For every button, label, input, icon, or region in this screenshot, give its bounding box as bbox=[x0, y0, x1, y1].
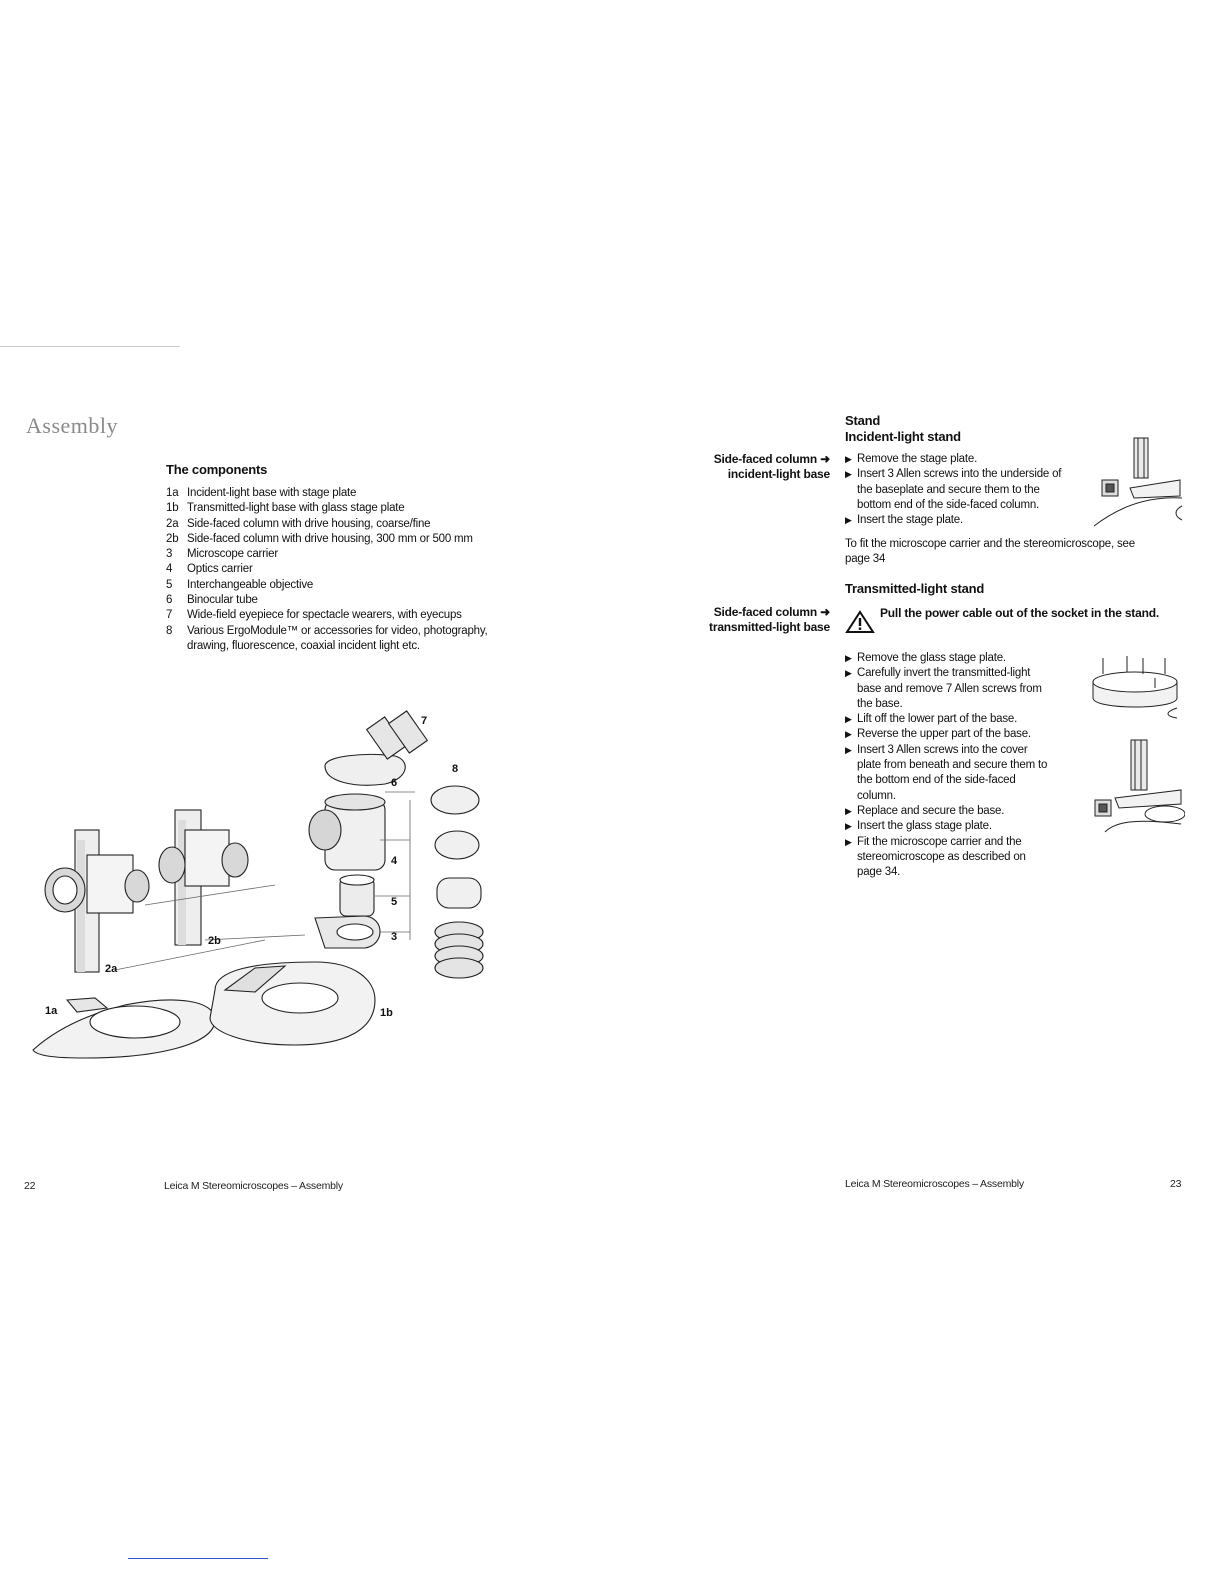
label-6: 6 bbox=[391, 777, 398, 789]
fine-knob-2a bbox=[125, 870, 149, 902]
component-number: 7 bbox=[166, 609, 173, 622]
step-item: ▶ Carefully invert the transmitted-light base and remove 7 Allen screws from the base. bbox=[845, 666, 1050, 712]
right-page-number: 23 bbox=[1170, 1178, 1182, 1190]
component-text: Wide-field eyepiece for spectacle wearers, with eyecups bbox=[187, 609, 462, 622]
step-item: ▶ Insert the stage plate. bbox=[845, 513, 1070, 528]
step-item: ▶ Remove the stage plate. bbox=[845, 452, 1070, 467]
label-8: 8 bbox=[452, 763, 459, 775]
bottom-rule bbox=[128, 1558, 268, 1559]
transmitted-light-heading: Transmitted-light stand bbox=[845, 581, 985, 596]
stand-heading: Stand bbox=[845, 413, 881, 428]
label-4: 4 bbox=[391, 855, 398, 867]
component-item bbox=[166, 608, 526, 623]
top-rule bbox=[0, 346, 180, 347]
left-footer-title: Leica M Stereomicroscopes – Assembly bbox=[164, 1180, 343, 1192]
step-item: ▶ Reverse the upper part of the base. bbox=[845, 727, 1050, 742]
accessory-4 bbox=[435, 922, 483, 978]
component-item bbox=[166, 517, 526, 532]
component-number: 3 bbox=[166, 548, 173, 561]
incident-note: To fit the microscope carrier and the stereomicroscope, see page 34 bbox=[845, 538, 1135, 566]
transmitted-diagram-bottom bbox=[1085, 738, 1185, 838]
label-5: 5 bbox=[391, 896, 398, 908]
label-7: 7 bbox=[421, 715, 428, 727]
component-item bbox=[166, 501, 526, 516]
component-number: 2b bbox=[166, 532, 179, 545]
warning-text: Pull the power cable out of the socket in the stand. bbox=[880, 606, 1159, 620]
assembly-figure bbox=[25, 700, 515, 1070]
transmitted-side-label bbox=[640, 605, 830, 636]
label-2a: 2a bbox=[105, 963, 118, 975]
focus-knob bbox=[309, 810, 341, 850]
component-number: 1a bbox=[166, 487, 179, 499]
component-text: Binocular tube bbox=[187, 594, 258, 607]
step-item: ▶ Remove the glass stage plate. bbox=[845, 651, 1050, 666]
component-item bbox=[166, 532, 526, 547]
component-item bbox=[166, 547, 526, 562]
incident-side-label bbox=[640, 452, 830, 483]
component-text: Transmitted-light base with glass stage plate bbox=[187, 502, 405, 515]
section-title: Assembly bbox=[26, 413, 118, 438]
component-item bbox=[166, 486, 526, 501]
glass-stage-plate bbox=[262, 983, 338, 1013]
component-text: Incident-light base with stage plate bbox=[187, 487, 357, 499]
component-number: 8 bbox=[166, 624, 173, 637]
label-1a: 1a bbox=[45, 1005, 58, 1017]
incident-side-label-line-1: Side-faced column ➜ bbox=[713, 452, 830, 466]
component-item bbox=[166, 562, 526, 577]
transmitted-steps bbox=[845, 651, 1050, 880]
components-heading: The components bbox=[166, 462, 268, 477]
component-number: 6 bbox=[166, 594, 173, 607]
transmitted-diagram-top bbox=[1085, 652, 1185, 722]
knob-2b-right bbox=[222, 843, 248, 877]
component-text: Various ErgoModule™ or accessories for video, photography, drawing, fluorescence, coaxial incident light etc. bbox=[187, 624, 488, 652]
right-footer-title: Leica M Stereomicroscopes – Assembly bbox=[845, 1178, 1024, 1190]
component-text: Microscope carrier bbox=[187, 548, 278, 561]
step-item: ▶ Replace and secure the base. bbox=[845, 804, 1050, 819]
accessory-2 bbox=[435, 831, 479, 859]
step-item: ▶ Insert 3 Allen screws into the cover plate from beneath and secure them to the bottom end of the side-faced column. bbox=[845, 743, 1050, 804]
incident-side-label-line-2: incident-light base bbox=[727, 467, 830, 482]
warning-icon bbox=[845, 610, 875, 634]
label-2b: 2b bbox=[208, 935, 221, 947]
component-number: 5 bbox=[166, 578, 173, 591]
step-item: ▶ Insert 3 Allen screws into the underside of the baseplate and secure them to the bottom end of the side-faced column. bbox=[845, 467, 1070, 513]
knob-2b-left bbox=[159, 847, 185, 883]
component-text: Side-faced column with drive housing, coarse/fine bbox=[187, 517, 431, 530]
stage-plate bbox=[90, 1006, 180, 1038]
incident-light-heading: Incident-light stand bbox=[845, 429, 961, 444]
step-item: ▶ Insert the glass stage plate. bbox=[845, 819, 1050, 834]
label-3: 3 bbox=[391, 931, 398, 943]
step-item: ▶ Lift off the lower part of the base. bbox=[845, 712, 1050, 727]
incident-steps bbox=[845, 452, 1070, 528]
accessory-3 bbox=[437, 878, 481, 908]
step-item: ▶ Fit the microscope carrier and the stereomicroscope as described on page 34. bbox=[845, 835, 1050, 881]
component-number: 2a bbox=[166, 517, 179, 530]
accessory-1 bbox=[431, 786, 479, 814]
component-text: Optics carrier bbox=[187, 563, 253, 576]
label-1b: 1b bbox=[380, 1007, 393, 1019]
incident-diagram bbox=[1090, 436, 1185, 531]
transmitted-side-label-line-1: Side-faced column ➜ bbox=[713, 605, 830, 619]
component-text: Interchangeable objective bbox=[187, 578, 314, 591]
transmitted-side-label-line-2: transmitted-light base bbox=[709, 620, 830, 635]
component-number: 4 bbox=[166, 563, 173, 576]
left-page-number: 22 bbox=[24, 1180, 36, 1192]
component-item bbox=[166, 578, 526, 593]
components-list bbox=[166, 486, 526, 654]
component-item bbox=[166, 593, 526, 608]
component-item bbox=[166, 624, 526, 655]
component-number: 1b bbox=[166, 502, 179, 515]
component-text: Side-faced column with drive housing, 300 mm or 500 mm bbox=[187, 532, 473, 545]
